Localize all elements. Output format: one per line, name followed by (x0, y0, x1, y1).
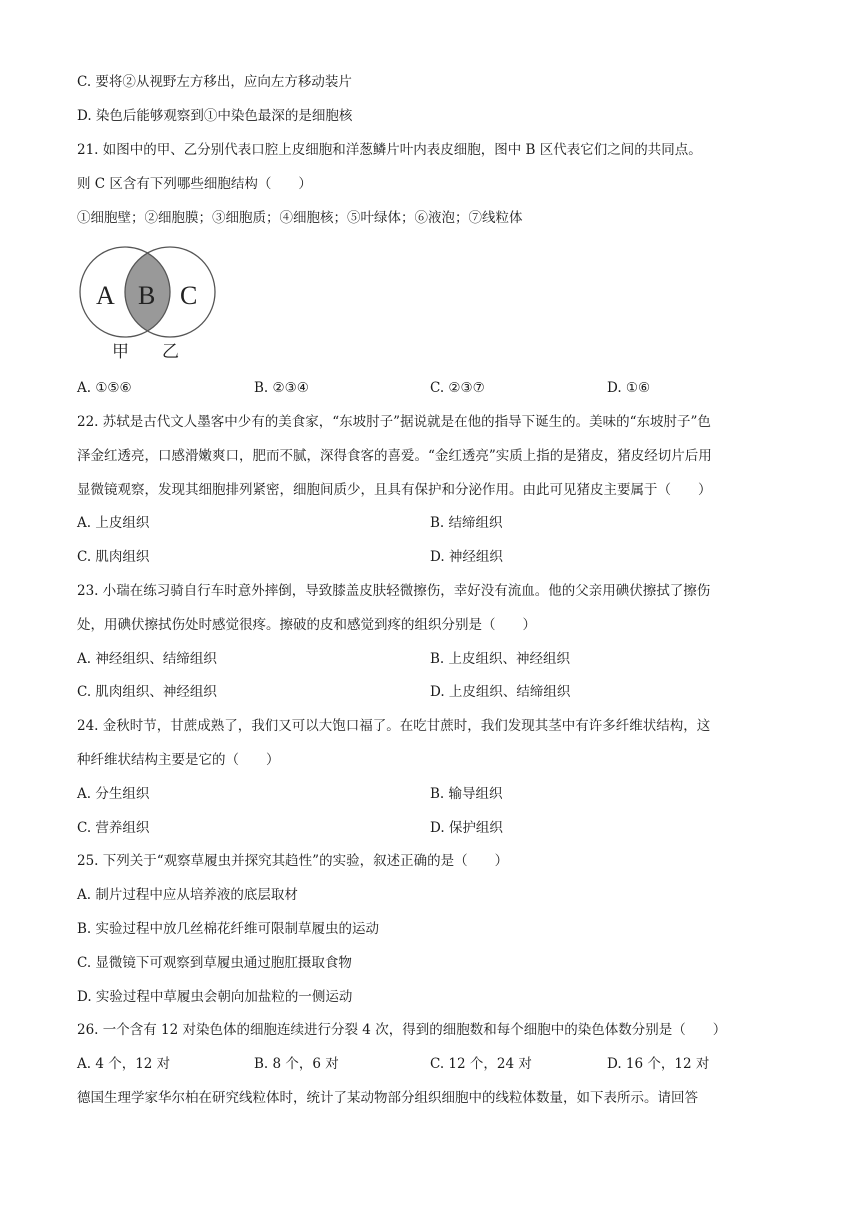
q23-option-a: A. 神经组织、结缔组织 (77, 651, 217, 667)
q25-option-b: B. 实验过程中放几丝棉花纤维可限制草履虫的运动 (77, 921, 380, 937)
q26-stem: 26. 一个含有 12 对染色体的细胞连续进行分裂 4 次，得到的细胞数和每个细胞中的染色体数分别是（ ） (77, 1022, 727, 1038)
q21-option-d: D. ①⑥ (607, 380, 651, 396)
q23-stem-line2: 处，用碘伏擦拭伤处时感觉很疼。擦破的皮和感觉到疼的组织分别是（ ） (77, 617, 536, 633)
passage-intro: 德国生理学家华尔柏在研究线粒体时，统计了某动物部分组织细胞中的线粒体数量，如下表所示。请回答 (77, 1090, 698, 1106)
q24-option-a: A. 分生组织 (77, 786, 150, 802)
q25-stem: 25. 下列关于“观察草履虫并探究其趋性”的实验，叙述正确的是（ ） (77, 853, 509, 869)
q25-option-a: A. 制片过程中应从培养液的底层取材 (77, 887, 298, 903)
q20-option-d: D. 染色后能够观察到①中染色最深的是细胞核 (77, 108, 353, 124)
q22-option-d: D. 神经组织 (430, 549, 503, 565)
q21-stem-line2: 则 C 区含有下列哪些细胞结构（ ） (77, 176, 312, 192)
venn-diagram (78, 244, 218, 364)
venn-label-jia: 甲 (112, 342, 129, 362)
q25-option-d: D. 实验过程中草履虫会朝向加盐粒的一侧运动 (77, 989, 353, 1005)
q21-stem-line1: 21. 如图中的甲、乙分别代表口腔上皮细胞和洋葱鳞片叶内表皮细胞，图中 B 区代表它们之间的共同点。 (77, 142, 702, 158)
q21-option-c: C. ②③⑦ (430, 380, 485, 396)
q24-option-c: C. 营养组织 (77, 820, 150, 836)
venn-label-a: A (96, 281, 115, 310)
venn-label-c: C (180, 281, 198, 310)
q23-option-d: D. 上皮组织、结缔组织 (430, 684, 571, 700)
q22-option-c: C. 肌肉组织 (77, 549, 150, 565)
q22-option-b: B. 结缔组织 (430, 515, 503, 531)
q22-stem-line1: 22. 苏轼是古代文人墨客中少有的美食家，“东坡肘子”据说就是在他的指导下诞生的。美味的“东坡肘子”色 (77, 414, 711, 430)
q26-option-a: A. 4 个，12 对 (77, 1056, 171, 1072)
q25-option-c: C. 显微镜下可观察到草履虫通过胞肛摄取食物 (77, 955, 352, 971)
q24-option-d: D. 保护组织 (430, 820, 503, 836)
q22-stem-line3: 显微镜观察，发现其细胞排列紧密，细胞间质少，且具有保护和分泌作用。由此可见猪皮主要属于（ ） (77, 482, 712, 498)
q24-option-b: B. 输导组织 (430, 786, 503, 802)
q26-option-c: C. 12 个，24 对 (430, 1056, 532, 1072)
q24-stem-line2: 种纤维状结构主要是它的（ ） (77, 752, 280, 768)
q26-option-d: D. 16 个，12 对 (607, 1056, 710, 1072)
q20-option-c: C. 要将②从视野左方移出，应向左方移动装片 (77, 74, 352, 90)
q22-option-a: A. 上皮组织 (77, 515, 150, 531)
q24-stem-line1: 24. 金秋时节，甘蔗成熟了，我们又可以大饱口福了。在吃甘蔗时，我们发现其茎中有许多纤维状结构，这 (77, 718, 711, 734)
q23-option-c: C. 肌肉组织、神经组织 (77, 684, 217, 700)
q26-option-b: B. 8 个，6 对 (254, 1056, 339, 1072)
q21-option-a: A. ①⑤⑥ (77, 380, 132, 396)
venn-label-b: B (138, 281, 156, 310)
venn-label-yi: 乙 (162, 342, 179, 362)
q23-stem-line1: 23. 小瑞在练习骑自行车时意外摔倒，导致膝盖皮肤轻微擦伤，幸好没有流血。他的父亲用碘伏擦拭了擦伤 (77, 583, 711, 599)
q21-items: ①细胞壁；②细胞膜；③细胞质；④细胞核；⑤叶绿体；⑥液泡；⑦线粒体 (77, 210, 523, 226)
q21-option-b: B. ②③④ (254, 380, 309, 396)
q23-option-b: B. 上皮组织、神经组织 (430, 651, 571, 667)
q22-stem-line2: 泽金红透亮，口感滑嫩爽口，肥而不腻，深得食客的喜爱。“金红透亮”实质上指的是猪皮，猪皮经切片后用 (77, 448, 712, 464)
